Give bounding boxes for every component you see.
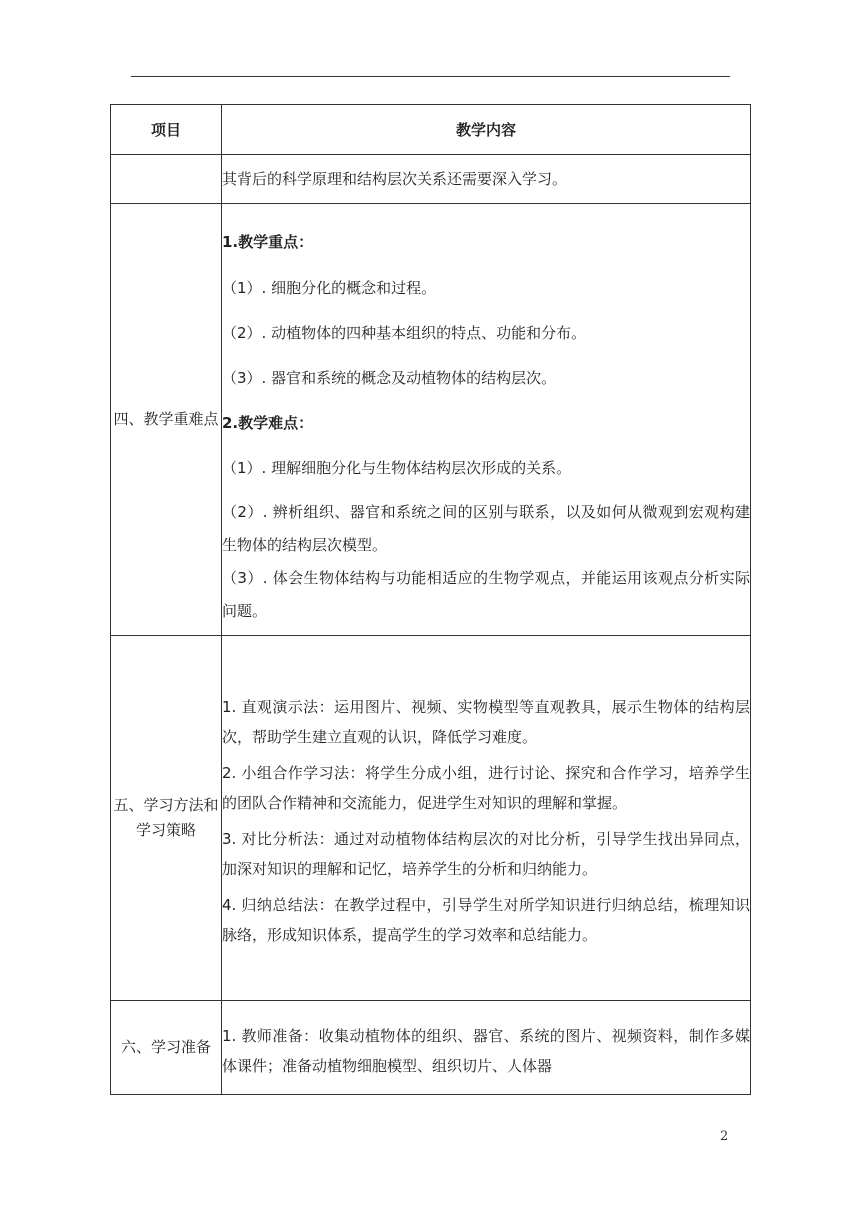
header-content: 教学内容: [222, 105, 751, 155]
item-label-key-points: 四、教学重难点: [111, 204, 222, 636]
key-point-2: （2）. 动植物体的四种基本组织的特点、功能和分布。: [222, 323, 587, 342]
hard-title: 2.教学难点：: [222, 413, 314, 432]
preparation-text: 1. 教师准备：收集动植物体的组织、器官、系统的图片、视频资料，制作多媒体课件；准备动植物细胞模型、组织切片、人体器: [222, 1027, 750, 1075]
item-cell-empty: [111, 155, 222, 204]
key-point-1: （1）. 细胞分化的概念和过程。: [222, 278, 437, 297]
continued-text: 其背后的科学原理和结构层次关系还需要深入学习。: [222, 169, 568, 188]
method-2: 2. 小组合作学习法：将学生分成小组，进行讨论、探究和合作学习，培养学生的团队合作精神和交流能力，促进学生对知识的理解和掌握。: [222, 764, 750, 812]
content-key-points: [222, 204, 751, 636]
key-title: 1.教学重点：: [222, 232, 314, 251]
lesson-plan-table: [110, 104, 751, 1095]
content-preparation: [222, 1001, 751, 1095]
table-row-methods: [111, 636, 751, 1001]
table-row-continued: [111, 155, 751, 204]
key-point-3: （3）. 器官和系统的概念及动植物体的结构层次。: [222, 368, 557, 387]
content-methods: [222, 636, 751, 1001]
hard-point-2: （2）. 辨析组织、器官和系统之间的区别与联系，以及如何从微观到宏观构建生物体的结构层次模型。: [222, 502, 750, 554]
hard-point-1: （1）. 理解细胞分化与生物体结构层次形成的关系。: [222, 458, 572, 477]
table-row-preparation: [111, 1001, 751, 1095]
item-label-methods: 五、学习方法和学习策略: [111, 636, 222, 1001]
hard-point-3: （3）. 体会生物体结构与功能相适应的生物学观点，并能运用该观点分析实际问题。: [222, 568, 750, 620]
method-3: 3. 对比分析法：通过对动植物体结构层次的对比分析，引导学生找出异同点，加深对知识的理解和记忆，培养学生的分析和归纳能力。: [222, 830, 750, 878]
table-header-row: [111, 105, 751, 155]
content-cell-continued: [222, 155, 751, 204]
method-1: 1. 直观演示法：运用图片、视频、实物模型等直观教具，展示生物体的结构层次，帮助学生建立直观的认识，降低学习难度。: [222, 698, 750, 746]
header-rule: [131, 76, 730, 77]
page-number: 2: [720, 1129, 729, 1144]
method-4: 4. 归纳总结法：在教学过程中，引导学生对所学知识进行归纳总结，梳理知识脉络，形成知识体系，提高学生的学习效率和总结能力。: [222, 896, 750, 944]
header-item: 项目: [111, 105, 222, 155]
item-label-preparation: 六、学习准备: [111, 1001, 222, 1095]
table-row-key-points: [111, 204, 751, 636]
